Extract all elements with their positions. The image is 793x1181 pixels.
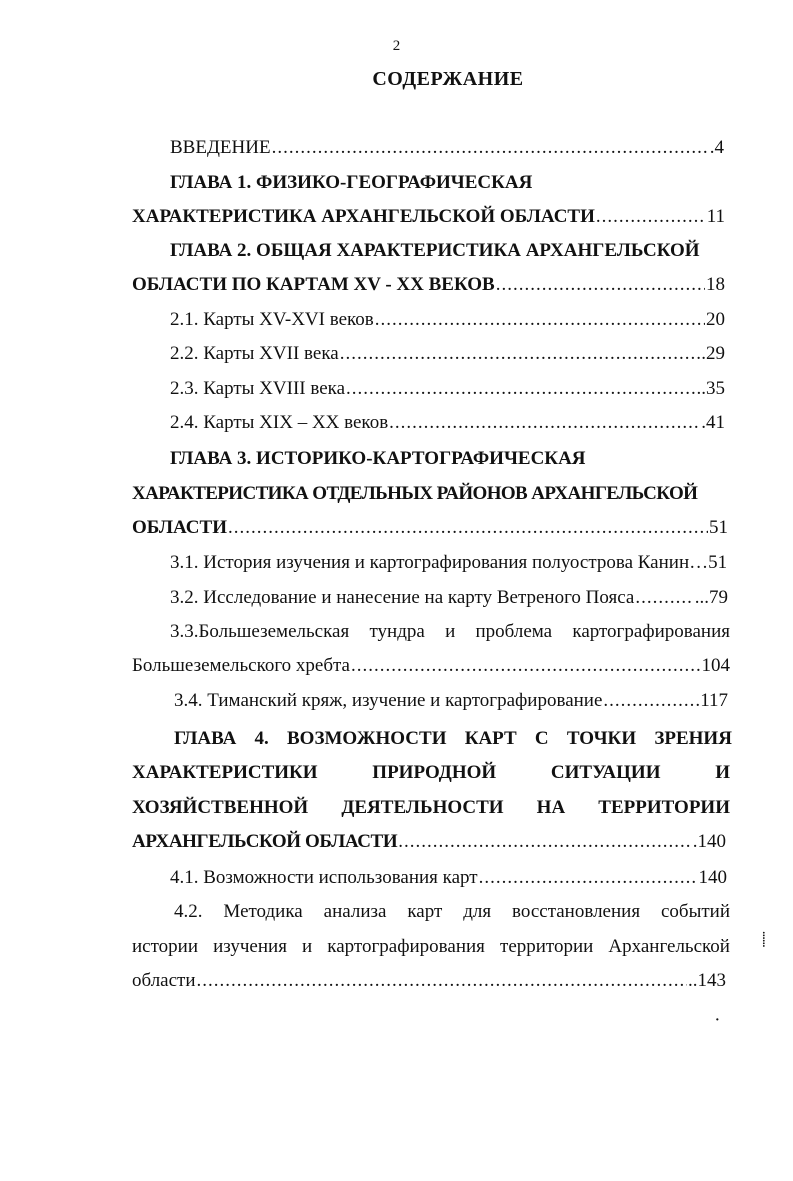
leader-dots: [346, 377, 695, 401]
toc-entry-chapter-2: [132, 273, 725, 297]
leader-dots: [197, 969, 687, 993]
toc-entry-page: 140: [698, 867, 727, 888]
toc-entry-intro: [170, 136, 724, 160]
toc-entry-2-1: [170, 308, 725, 332]
toc-entry-4-2-line-1: [174, 900, 730, 924]
toc-entry-chapter-1: [132, 205, 725, 229]
leader-dots: [272, 136, 709, 160]
toc-entry-page: ..143: [688, 970, 726, 991]
toc-entry-4-2-line-2: [132, 935, 730, 959]
word: изучения: [213, 936, 287, 957]
leader-dots: [603, 689, 699, 713]
word: картографирования: [327, 936, 485, 957]
word: Методика: [223, 901, 303, 922]
toc-entry-3-3: [132, 654, 730, 678]
word: НА: [536, 797, 566, 818]
toc-entry-page: 51: [709, 517, 728, 538]
word: для: [463, 901, 492, 922]
toc-entry-page: .29: [701, 343, 725, 364]
word: ХАРАКТЕРИСТИКИ: [132, 762, 318, 783]
toc-entry-label: ХАРАКТЕРИСТИКА АРХАНГЕЛЬСКОЙ ОБЛАСТИ: [132, 206, 595, 227]
word: ТЕРРИТОРИИ: [598, 797, 730, 818]
toc-entry-label: 2.4. Карты XIX – XX веков: [170, 412, 389, 433]
page-title: СОДЕРЖАНИЕ: [372, 68, 524, 90]
word: 3.3.Большеземельская: [170, 621, 350, 642]
word: территории: [500, 936, 594, 957]
toc-entry-2-4: [170, 411, 725, 435]
word: ВОЗМОЖНОСТИ: [287, 728, 447, 749]
toc-chapter-4-line-1: [174, 727, 732, 751]
toc-entry-label: ОБЛАСТИ: [132, 517, 227, 538]
toc-entry-label: 3.4. Тиманский кряж, изучение и картографирование: [174, 690, 603, 711]
word: ЗРЕНИЯ: [654, 728, 732, 749]
leader-dots: [398, 830, 692, 854]
word: 4.: [254, 728, 269, 749]
toc-entry-3-3-line-1: [170, 620, 730, 644]
toc-entry-page: .41: [701, 412, 725, 433]
word: карт: [407, 901, 443, 922]
scan-mark: ⸽: [762, 933, 766, 948]
leader-dots: [596, 205, 706, 229]
leader-dots: [635, 586, 693, 610]
word: КАРТ: [464, 728, 517, 749]
word: тундра: [369, 621, 425, 642]
toc-entry-page: ...79: [694, 587, 728, 608]
toc-chapter-3-line-1: ГЛАВА 3. ИСТОРИКО-КАРТОГРАФИЧЕСКАЯ: [170, 448, 586, 469]
word: восстановления: [512, 901, 641, 922]
toc-chapter-2-line-1: ГЛАВА 2. ОБЩАЯ ХАРАКТЕРИСТИКА АРХАНГЕЛЬСКОЙ: [170, 240, 700, 261]
word: ХОЗЯЙСТВЕННОЙ: [132, 797, 309, 818]
word: С: [534, 728, 549, 749]
toc-entry-page: 20: [706, 309, 725, 330]
word: истории: [132, 936, 198, 957]
toc-entry-label: 3.2. Исследование и нанесение на карту Ветреного Пояса: [170, 587, 635, 608]
toc-chapter-4-line-2: [132, 761, 730, 785]
word: проблема: [475, 621, 553, 642]
toc-entry-page: 117: [700, 690, 728, 711]
toc-entry-label: 2.1. Карты XV-XVI веков: [170, 309, 374, 330]
toc-entry-page: .140: [692, 831, 726, 852]
toc-entry-2-3: [170, 377, 725, 401]
toc-entry-4-2: [132, 969, 726, 993]
toc-entry-chapter-3: [132, 516, 728, 540]
word: Архангельской: [608, 936, 730, 957]
toc-entry-label: ОБЛАСТИ ПО КАРТАМ XV - XX ВЕКОВ: [132, 274, 495, 295]
toc-entry-3-2: [170, 586, 728, 610]
toc-entry-label: ВВЕДЕНИЕ: [170, 137, 271, 158]
toc-entry-page: 104: [701, 655, 730, 676]
word: анализа: [323, 901, 387, 922]
toc-entry-3-1: 3.1. История изучения и картографирования полуострова Канин…51: [170, 552, 728, 573]
toc-entry-label: АРХАНГЕЛЬСКОЙ ОБЛАСТИ: [132, 831, 398, 852]
word: ПРИРОДНОЙ: [372, 762, 497, 783]
word: событий: [660, 901, 730, 922]
word: и: [302, 936, 313, 957]
toc-chapter-1-line-1: ГЛАВА 1. ФИЗИКО-ГЕОГРАФИЧЕСКАЯ: [170, 172, 533, 193]
leader-dots: [375, 308, 705, 332]
toc-entry-page: .4: [709, 137, 724, 158]
toc-entry-label: Большеземельского хребта: [132, 655, 350, 676]
toc-entry-label: 2.3. Карты XVIII века: [170, 378, 346, 399]
scan-dot: ·: [715, 1013, 720, 1028]
leader-dots: [479, 866, 698, 890]
leader-dots: [389, 411, 700, 435]
word: картографирования: [572, 621, 730, 642]
word: ДЕЯТЕЛЬНОСТИ: [341, 797, 504, 818]
word: И: [715, 762, 730, 783]
word: ТОЧКИ: [566, 728, 637, 749]
toc-entry-2-2: [170, 342, 725, 366]
toc-entry-label: области: [132, 970, 196, 991]
leader-dots: [228, 516, 708, 540]
leader-dots: [496, 273, 705, 297]
toc-chapter-4-line-3: [132, 796, 730, 820]
word: СИТУАЦИИ: [550, 762, 661, 783]
toc-entry-page: 18: [706, 274, 725, 295]
page-number: 2: [392, 38, 401, 54]
toc-chapter-3-line-2: ХАРАКТЕРИСТИКА ОТДЕЛЬНЫХ РАЙОНОВ АРХАНГЕЛЬСКОЙ: [132, 483, 698, 504]
word: ГЛАВА: [174, 728, 237, 749]
toc-entry-page: 11: [706, 206, 725, 227]
toc-entry-label: 4.1. Возможности использования карт: [170, 867, 478, 888]
toc-entry-label: 2.2. Карты XVII века: [170, 343, 339, 364]
leader-dots: [340, 342, 701, 366]
word: 4.2.: [174, 901, 203, 922]
toc-entry-3-4: [174, 689, 728, 713]
word: и: [445, 621, 456, 642]
leader-dots: [351, 654, 701, 678]
toc-entry-page: ..35: [696, 378, 725, 399]
toc-entry-chapter-4: [132, 830, 726, 854]
toc-entry-4-1: [170, 866, 727, 890]
